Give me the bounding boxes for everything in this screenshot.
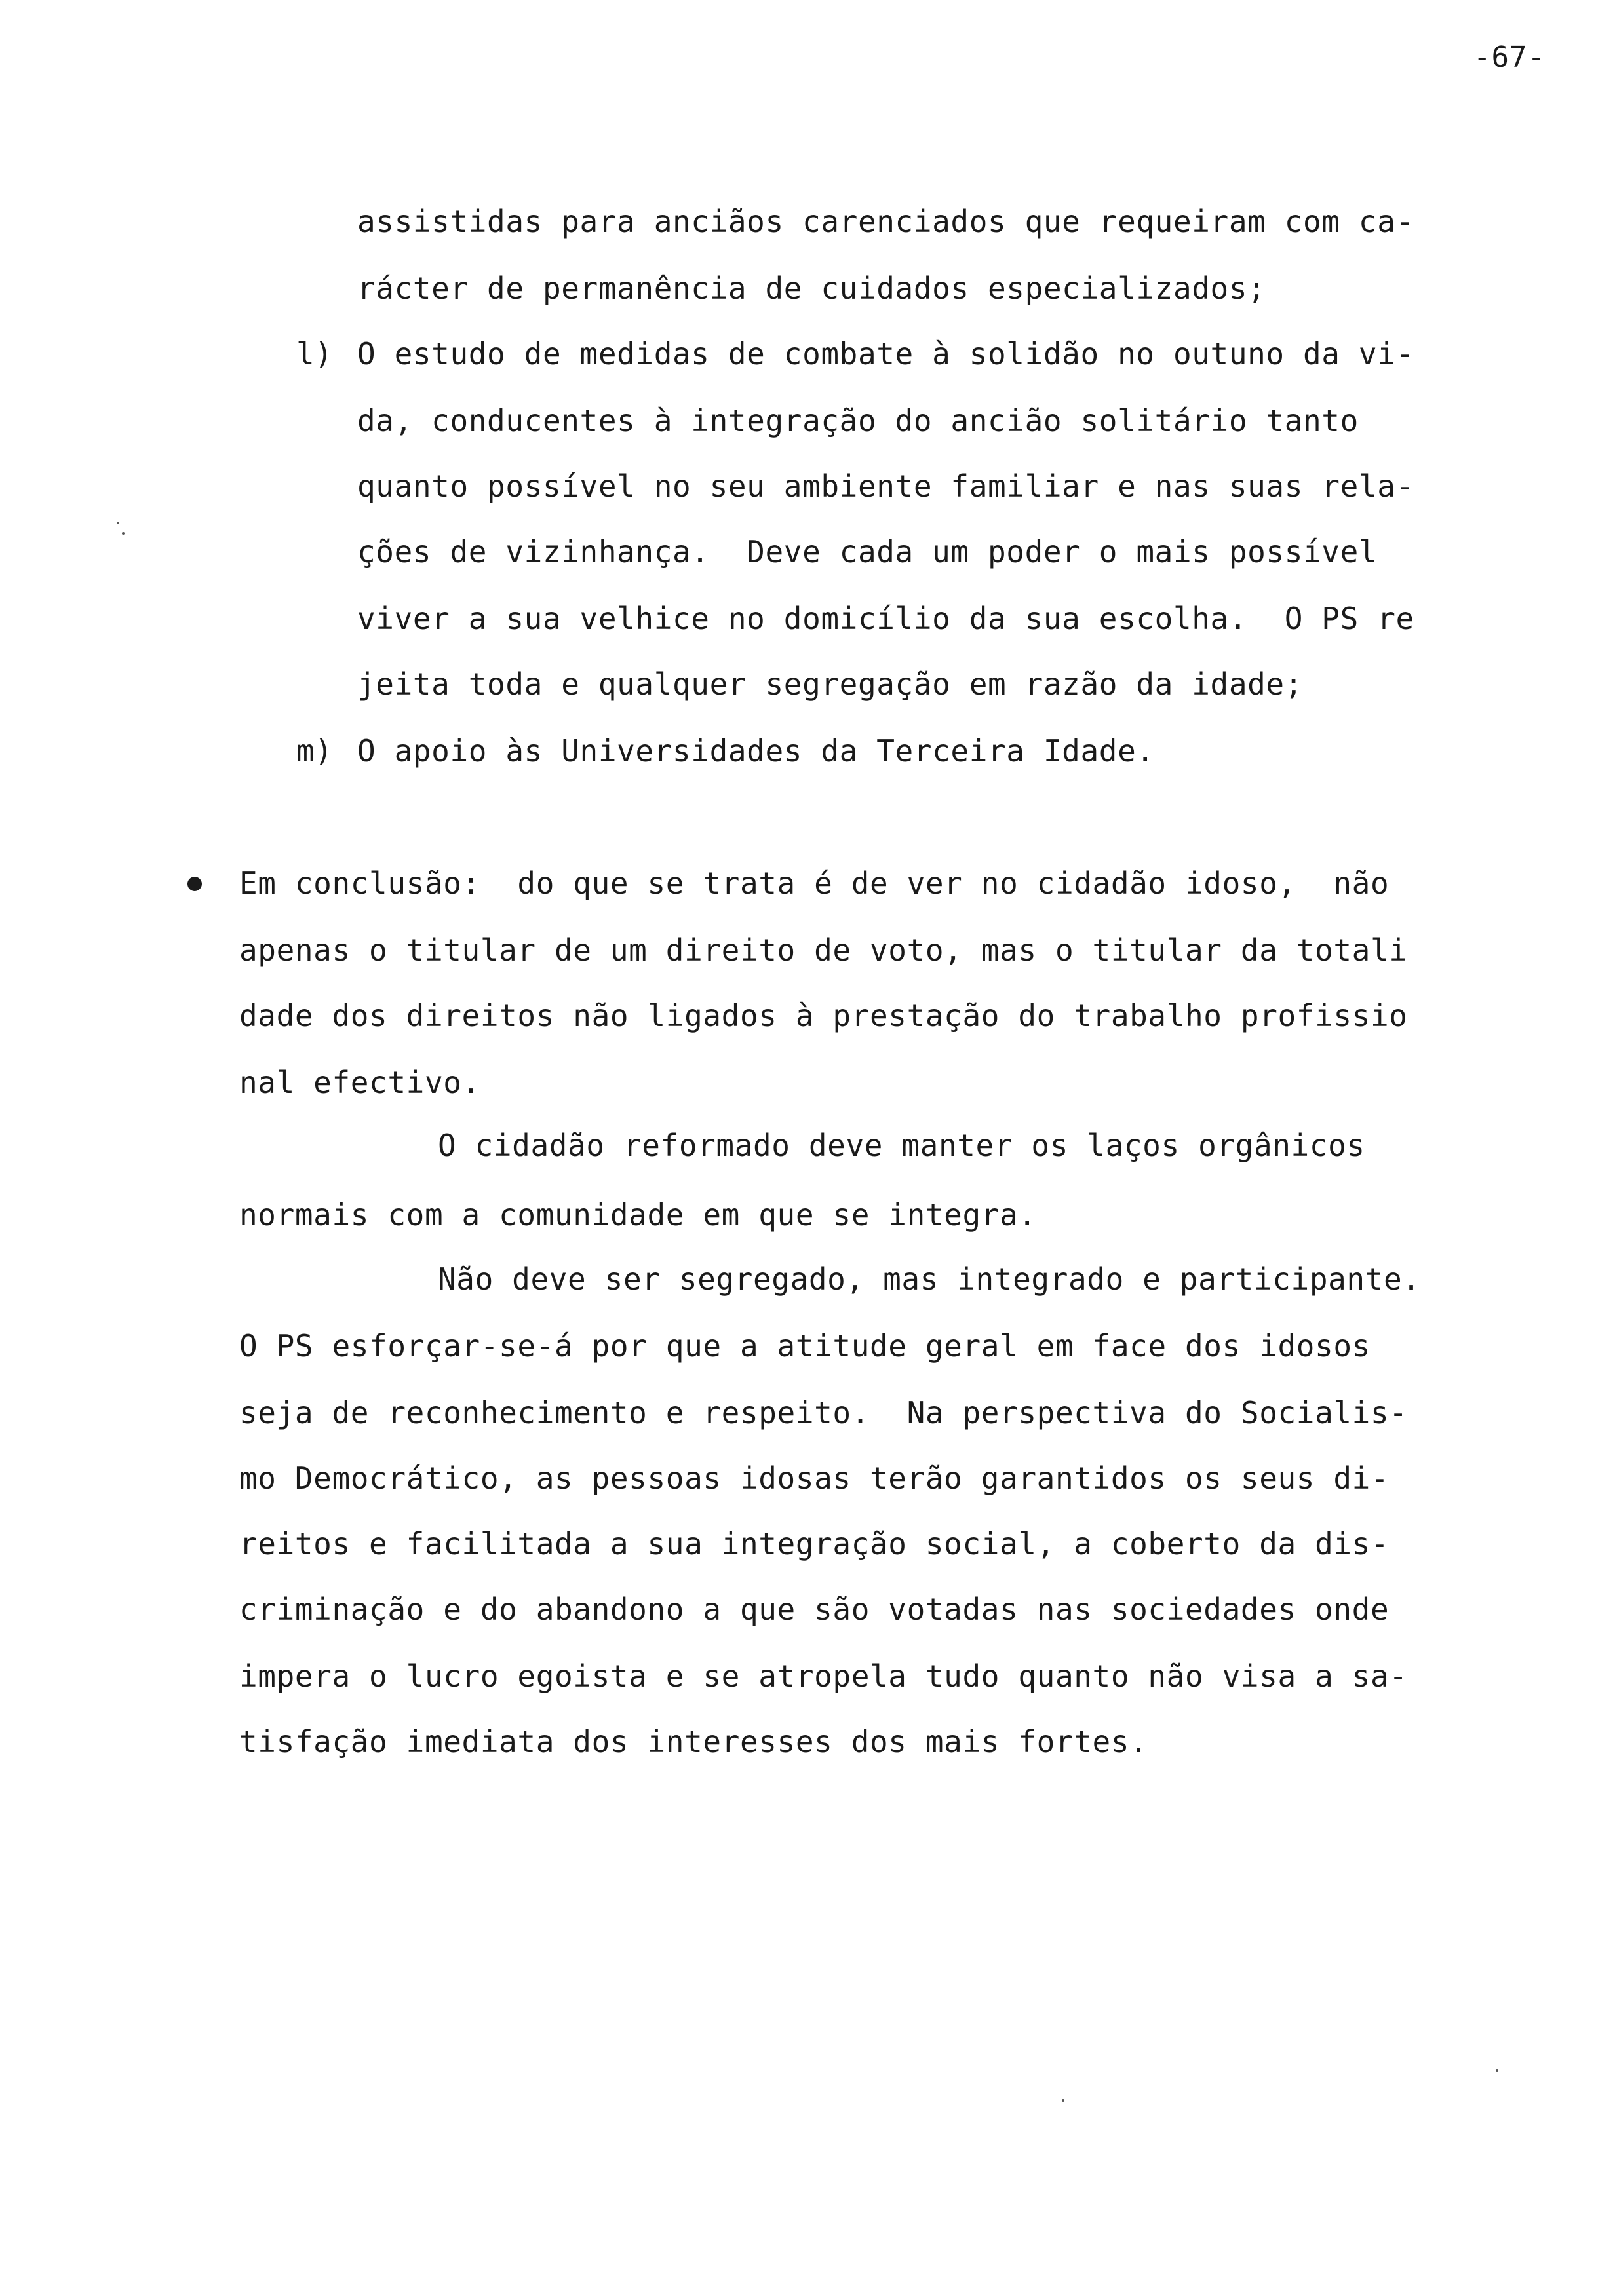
page-number: -67-: [1473, 41, 1546, 74]
text-line: mo Democrático, as pessoas idosas terão garantidos os seus di-: [239, 1461, 1390, 1496]
text-line: Em conclusão: do que se trata é de ver no cidadão idoso, não: [239, 866, 1390, 901]
text-line: O PS esforçar-se-á por que a atitude geral em face dos idosos: [239, 1328, 1371, 1364]
text-line: apenas o titular de um direito de voto, mas o titular da totali: [239, 932, 1408, 968]
text-line: dade dos direitos não ligados à prestação do trabalho profissio: [239, 998, 1408, 1033]
text-line: O estudo de medidas de combate à solidão no outuno da vi-: [357, 336, 1414, 372]
scan-speck: [1496, 2069, 1498, 2072]
list-marker-l: l): [296, 336, 333, 372]
text-line: O apoio às Universidades da Terceira Idade.: [357, 733, 1155, 769]
text-line: Não deve ser segregado, mas integrado e participante.: [438, 1261, 1421, 1297]
scan-speck: [122, 532, 125, 535]
text-line: O cidadão reformado deve manter os laços orgânicos: [438, 1128, 1365, 1163]
text-line: assistidas para anciãos carenciados que requeiram com ca-: [357, 204, 1414, 239]
text-line: quanto possível no seu ambiente familiar e nas suas rela-: [357, 469, 1414, 504]
text-line: rácter de permanência de cuidados especializados;: [357, 271, 1266, 306]
text-line: da, conducentes à integração do ancião solitário tanto: [357, 403, 1359, 438]
text-line: jeita toda e qualquer segregação em razão da idade;: [357, 666, 1304, 702]
bullet-icon: [187, 877, 202, 891]
scan-speck: [1062, 2099, 1064, 2102]
text-line: viver a sua velhice no domicílio da sua escolha. O PS re: [357, 601, 1414, 636]
text-line: impera o lucro egoista e se atropela tudo quanto não visa a sa-: [239, 1658, 1408, 1694]
list-marker-m: m): [296, 733, 333, 769]
text-line: ções de vizinhança. Deve cada um poder o mais possível: [357, 534, 1378, 569]
text-line: normais com a comunidade em que se integra.: [239, 1197, 1037, 1233]
text-line: reitos e facilitada a sua integração social, a coberto da dis-: [239, 1526, 1390, 1561]
text-line: seja de reconhecimento e respeito. Na perspectiva do Socialis-: [239, 1395, 1408, 1430]
text-line: nal efectivo.: [239, 1065, 480, 1100]
text-line: criminação e do abandono a que são votadas nas sociedades onde: [239, 1592, 1390, 1627]
scan-speck: [117, 522, 119, 524]
text-line: tisfação imediata dos interesses dos mais fortes.: [239, 1724, 1148, 1759]
